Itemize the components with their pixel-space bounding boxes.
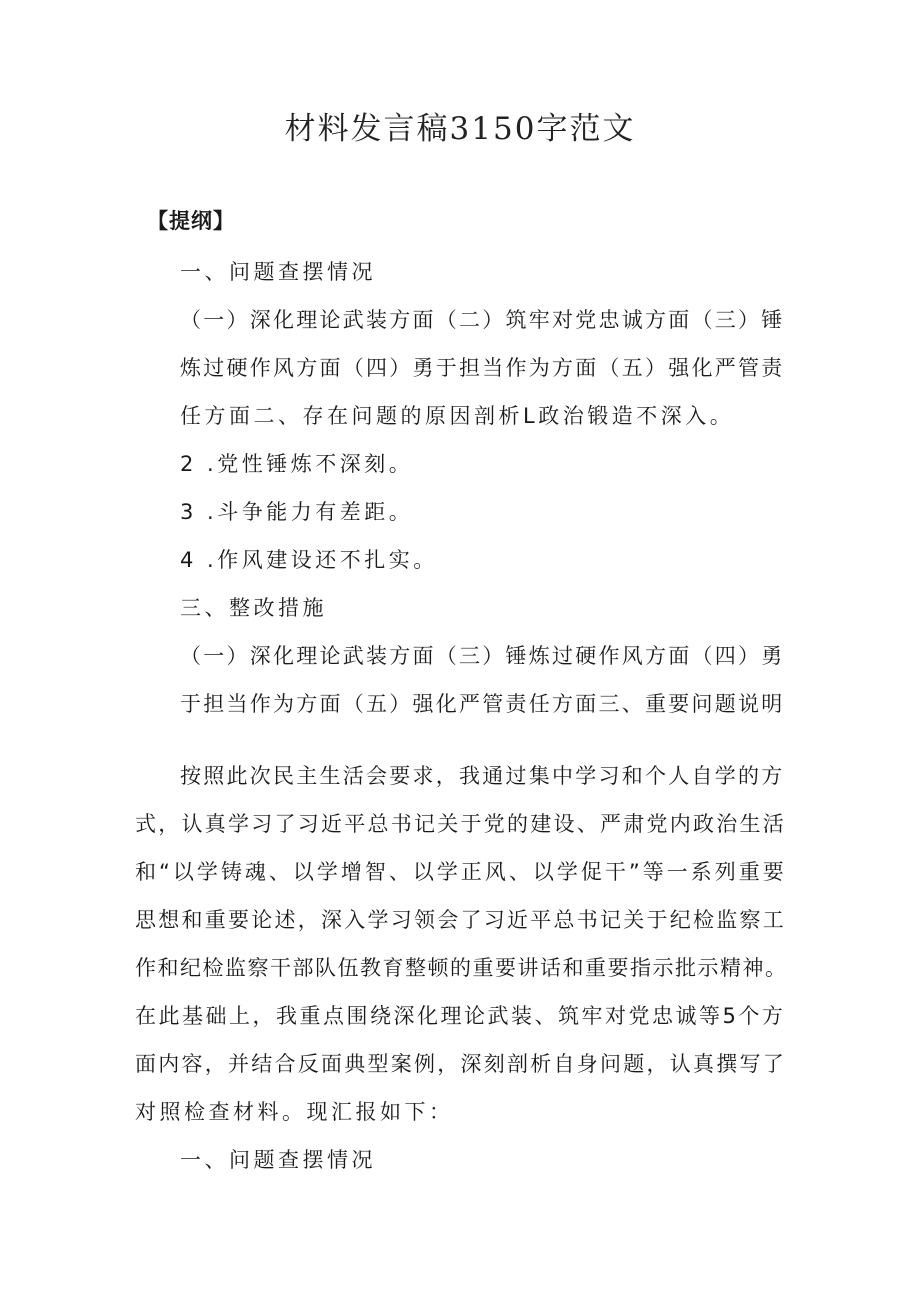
outline-line: 炼过硬作风方面（四）勇于担当作为方面（五）强化严管责 — [180, 356, 785, 380]
body-line: 思想和重要论述，深入学习领会了习近平总书记关于纪检监察工 — [135, 908, 786, 932]
outline-heading: 【提纲】 — [147, 209, 235, 233]
outline-line: （一）深化理论武装方面（三）锤炼过硬作风方面（四）勇 — [180, 644, 785, 668]
body-line: 面内容，并结合反面典型案例，深刻剖析自身问题，认真撰写了 — [135, 1052, 786, 1076]
document-title: 材料发言稿3150字范文 — [284, 111, 636, 147]
body-line: 和“以学铸魂、以学增智、以学正风、以学促干”等一系列重要 — [135, 860, 787, 884]
outline-line: 于担当作为方面（五）强化严管责任方面三、重要问题说明 — [180, 692, 785, 716]
body-line: 一、问题查摆情况 — [180, 1148, 376, 1172]
outline-line: 4 .作风建设还不扎实。 — [180, 548, 438, 572]
outline-line: 任方面二、存在问题的原因剖析L政治锻造不深入。 — [180, 404, 735, 428]
body-line: 对照检查材料。现汇报如下： — [135, 1100, 454, 1124]
body-line: 在此基础上，我重点围绕深化理论武装、筑牢对党忠诚等5个方 — [135, 1004, 786, 1028]
outline-line: （一）深化理论武装方面（二）筑牢对党忠诚方面（三）锤 — [180, 308, 785, 332]
body-line: 作和纪检监察干部队伍教育整顿的重要讲话和重要指示批示精神。 — [135, 956, 788, 980]
outline-line: 一、问题查摆情况 — [180, 260, 376, 284]
outline-line: 2 .党性锤炼不深刻。 — [180, 452, 414, 476]
outline-line: 三、整改措施 — [180, 596, 327, 620]
outline-line: 3 .斗争能力有差距。 — [180, 500, 414, 524]
body-line: 式，认真学习了习近平总书记关于党的建设、严肃党内政治生活 — [135, 812, 786, 836]
body-line: 按照此次民主生活会要求，我通过集中学习和个人自学的方 — [180, 764, 785, 788]
